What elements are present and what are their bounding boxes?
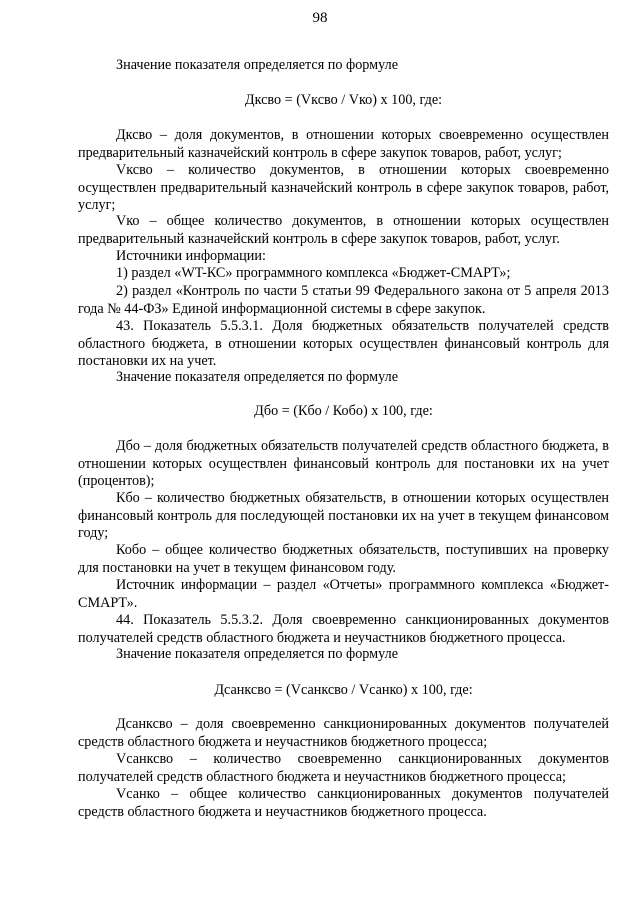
paragraph: Кобо – общее количество бюджетных обязательств, поступивших на проверку для постановки на учет в текущем финансовом году. — [78, 542, 609, 576]
formula: Дбо = (Кбо / Кобо) x 100, где: — [254, 403, 433, 419]
paragraph: Vко – общее количество документов, в отношении которых осуществлен предварительный казначейский контроль в сфере закупок товаров, работ, услуг. — [78, 213, 609, 247]
paragraph: 43. Показатель 5.5.3.1. Доля бюджетных обязательств получателей средств областного бюджета, в отношении которых осуществлен финансовый контроль для постановки их на учет. — [78, 318, 609, 369]
paragraph: Значение показателя определяется по формуле — [116, 646, 399, 662]
paragraph: Значение показателя определяется по формуле — [116, 57, 399, 73]
formula: Дксво = (Vксво / Vко) x 100, где: — [244, 92, 443, 108]
paragraph: 44. Показатель 5.5.3.2. Доля своевременно санкционированных документов получателей средств областного бюджета и неучастников бюджетного процесса. — [78, 612, 609, 646]
paragraph: Источник информации – раздел «Отчеты» программного комплекса «Бюджет-СМАРТ». — [78, 577, 609, 611]
paragraph: Источники информации: — [116, 248, 266, 264]
paragraph: Дбо – доля бюджетных обязательств получателей средств областного бюджета, в отношении которых осуществлен финансовый контроль для постановки их на учет (процентов); — [78, 438, 609, 489]
paragraph: Vсанксво – количество своевременно санкционированных документов получателей средств областного бюджета и неучастников бюджетного процесса; — [78, 751, 609, 785]
paragraph: Значение показателя определяется по формуле — [116, 369, 399, 385]
paragraph: Vксво – количество документов, в отношении которых своевременно осуществлен предварительный казначейский контроль в сфере закупок товаров, работ, услуг; — [78, 162, 609, 213]
list-item: 1) раздел «WT-КС» программного комплекса «Бюджет-СМАРТ»; — [116, 265, 511, 281]
paragraph: Кбо – количество бюджетных обязательств, в отношении которых осуществлен финансовый контроль для последующей постановки их на учет в текущем финансовом году; — [78, 490, 609, 541]
paragraph: Vсанко – общее количество санкционированных документов получателей средств областного бюджета и неучастников бюджетного процесса. — [78, 786, 609, 820]
paragraph: Дксво – доля документов, в отношении которых своевременно осуществлен предварительный казначейский контроль в сфере закупок товаров, работ, услуг; — [78, 127, 609, 161]
list-item: 2) раздел «Контроль по части 5 статьи 99 Федерального закона от 5 апреля 2013 года № 44-ФЗ» Единой информационной системы в сфере закупок. — [78, 283, 609, 317]
page-number: 98 — [312, 10, 328, 26]
paragraph: Дсанксво – доля своевременно санкционированных документов получателей средств областного бюджета и неучастников бюджетного процесса; — [78, 716, 609, 750]
formula: Дсанксво = (Vсанксво / Vсанко) x 100, где: — [214, 682, 473, 698]
